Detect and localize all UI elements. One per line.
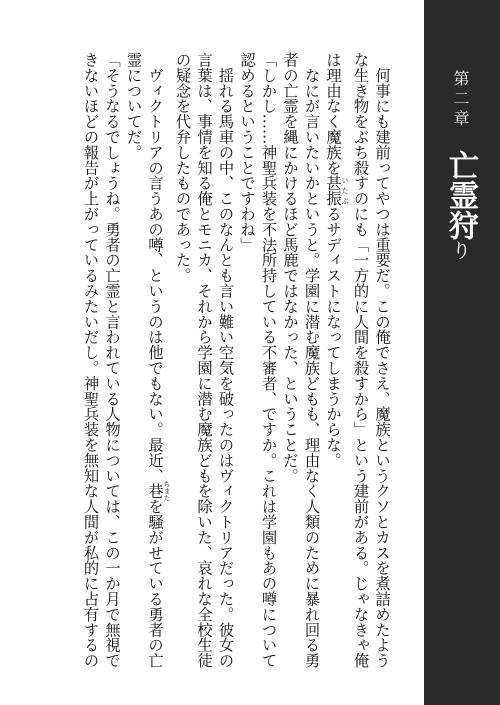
- chapter-number: 第二章: [451, 70, 470, 130]
- ruby-chimata: [146, 480, 171, 502]
- text-line-2: な生き物をぶち殺すのにも「一方的に人間を殺すから」という建前がある。じゃなきゃ俺: [351, 52, 370, 668]
- text-line-3-head: は理由なく魔族を: [324, 52, 342, 176]
- text-line-6: 「しかし……神聖兵装を不法所持している不審者、ですか。これは学園もあの噂について: [259, 52, 278, 668]
- text-line-11-head: ヴィクトリアの言うあの噂、というのは他でもない。最近、: [146, 52, 164, 484]
- text-line-14: きないほどの報告が上がっているみたいだし。神聖兵装を無知な人間が私的に占有するの: [81, 52, 100, 668]
- ruby-chimata-base: 巷: [146, 480, 164, 502]
- text-line-3-tail: るサディストになってしまうからな。: [324, 206, 342, 468]
- chapter-title-kana: り: [448, 240, 472, 260]
- text-line-13: 「そうなるでしょうね。勇者の亡霊と言われている人物については、この一か月で無視で: [103, 52, 121, 668]
- chapter-title-main: 亡霊狩: [443, 150, 478, 240]
- chapter-title: [442, 150, 478, 260]
- ruby-itabu: [324, 175, 349, 207]
- text-line-8: 揺れる馬車の中、このなんとも言い難い空気を破ったのはヴィクトリアだった。彼女の: [216, 52, 235, 668]
- text-line-9: 言葉は、事情を知る俺とモニカ、それから学園に潜む魔族どもを除いた、哀れな全校生徒: [195, 52, 213, 668]
- text-line-11: [144, 52, 172, 674]
- ruby-itabu-base: 甚振: [324, 175, 342, 207]
- text-line-12: 霊についてだ。: [124, 52, 143, 160]
- text-line-4: なにが言いたいかというと。学園に潜む魔族どもも、理由なく人類のために暴れ回る勇: [302, 52, 321, 668]
- text-line-10: の疑念を代弁したものであった。: [173, 52, 192, 283]
- text-line-11-tail: を騒がせている勇者の亡: [146, 498, 164, 669]
- text-line-3: [322, 52, 350, 674]
- text-line-5: 者の亡霊を縄にかけるほど馬鹿ではなかった、ということだ。: [281, 52, 299, 484]
- ruby-itabu-reading: いたぶ: [341, 175, 349, 207]
- text-line-7: 認めるということですわね」: [238, 52, 256, 253]
- body-text: [48, 52, 392, 674]
- text-line-1: 何事にも建前ってやつは重要だ。この俺でさえ、魔族というクソとカスを煮詰めたよう: [373, 52, 391, 668]
- chapter-banner: [424, 0, 500, 705]
- ruby-chimata-reading: ちまた: [163, 480, 171, 502]
